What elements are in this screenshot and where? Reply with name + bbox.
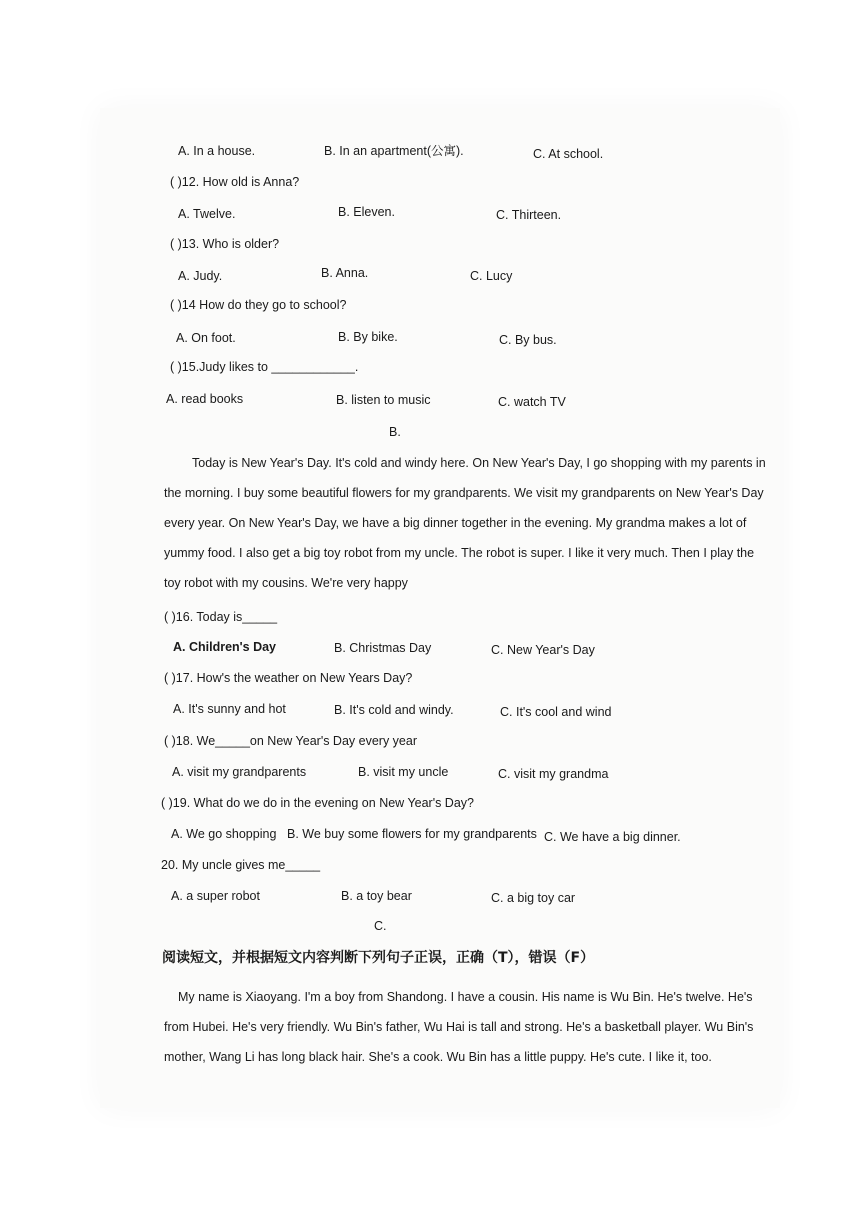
q13-option-a: A. Judy. (178, 269, 223, 283)
q15-option-b: B. listen to music (336, 393, 431, 407)
q19-option-a: A. We go shopping (171, 827, 277, 841)
q17-option-c: C. It's cool and wind (500, 705, 612, 719)
q18-option-c: C. visit my grandma (498, 767, 609, 781)
q19-stem: ( )19. What do we do in the evening on New Year's Day? (161, 796, 474, 810)
q15-stem: ( )15.Judy likes to ____________. (170, 360, 359, 374)
q12-option-c: C. Thirteen. (496, 208, 562, 222)
q16-option-a: A. Children's Day (173, 640, 276, 654)
q16-option-c: C. New Year's Day (491, 643, 595, 657)
q20-option-b: B. a toy bear (341, 889, 412, 903)
q12-option-b: B. Eleven. (338, 205, 395, 219)
section-c-instruction: 阅读短文，并根据短文内容判断下列句子正误，正确（T），错误（F） (162, 950, 595, 966)
q14-option-c: C. By bus. (499, 333, 557, 347)
q13-stem: ( )13. Who is older? (170, 237, 280, 251)
q20-option-a: A. a super robot (171, 889, 260, 903)
section-c-label: C. (374, 919, 387, 933)
q20-stem: 20. My uncle gives me_____ (161, 858, 321, 872)
section-c-passage: My name is Xiaoyang. I'm a boy from Shandong. I have a cousin. His name is Wu Bin. He's twelve. He's from Hubei. He's very friendly. Wu Bin's father, Wu Hai is tall and strong. He's a basketball player. Wu Bin's mother, Wang Li has long black hair. She's a cook. Wu Bin has a little puppy. He's cute. I like it, too. (164, 990, 754, 1064)
q18-stem: ( )18. We_____on New Year's Day every year (164, 734, 417, 748)
q15-option-a: A. read books (166, 392, 244, 406)
q19-option-c: C. We have a big dinner. (544, 830, 681, 844)
q16-stem: ( )16. Today is_____ (164, 610, 278, 624)
q11-option-c: C. At school. (533, 147, 604, 161)
q19-option-b: B. We buy some flowers for my grandparents (287, 827, 537, 841)
section-b-label: B. (389, 425, 401, 439)
q14-option-b: B. By bike. (338, 330, 398, 344)
q17-stem: ( )17. How's the weather on New Years Day? (164, 671, 413, 685)
q17-option-b: B. It's cold and windy. (334, 703, 454, 717)
q13-option-b: B. Anna. (321, 266, 369, 280)
q18-option-b: B. visit my uncle (358, 765, 449, 779)
q15-option-c: C. watch TV (498, 395, 566, 409)
q11-option-a: A. In a house. (178, 144, 256, 158)
q12-stem: ( )12. How old is Anna? (170, 175, 300, 189)
q18-option-a: A. visit my grandparents (172, 765, 307, 779)
q11-option-b: B. In an apartment(公寓). (324, 144, 464, 158)
q20-option-c: C. a big toy car (491, 891, 576, 905)
q14-option-a: A. On foot. (176, 331, 236, 345)
q12-option-a: A. Twelve. (178, 207, 236, 221)
q16-option-b: B. Christmas Day (334, 641, 432, 655)
q17-option-a: A. It's sunny and hot (173, 702, 286, 716)
q13-option-c: C. Lucy (470, 269, 513, 283)
section-b-passage: Today is New Year's Day. It's cold and windy here. On New Year's Day, I go shopping with my parents in the morning. I buy some beautiful flowers for my grandparents. We visit my grandparents on New Year's Day every year. On New Year's Day, we have a big dinner together in the evening. My grandma makes a lot of yummy food. I also get a big toy robot from my uncle. The robot is super. I like it very much. Then I play the toy robot with my cousins. We're very happy (164, 456, 766, 590)
q14-stem: ( )14 How do they go to school? (170, 298, 347, 312)
